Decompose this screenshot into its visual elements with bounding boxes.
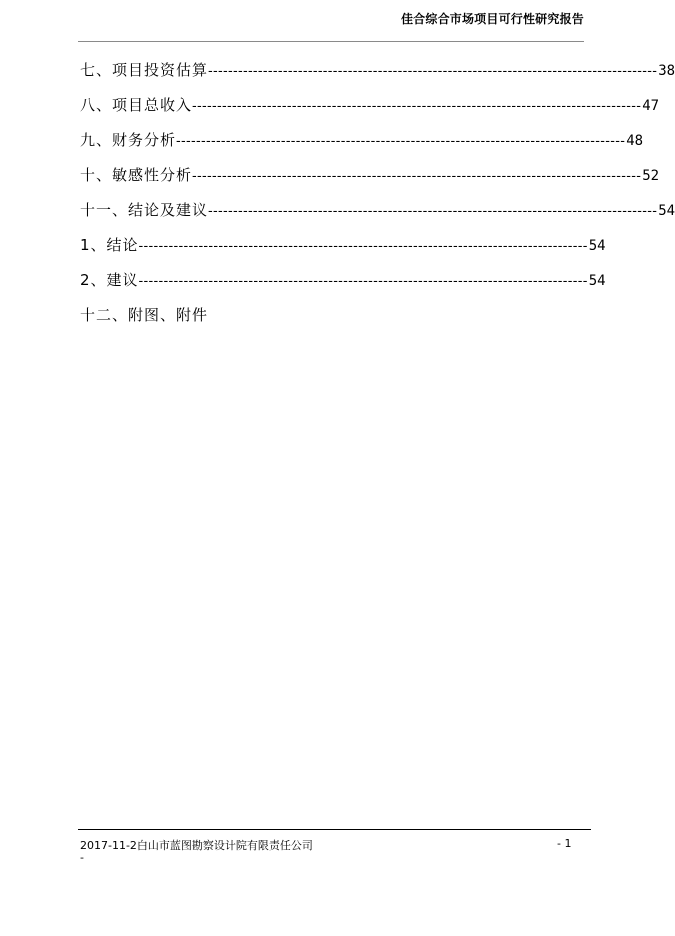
toc-entry-label: 九、财务分析: [80, 131, 177, 149]
toc-entry-label: 七、项目投资估算: [80, 61, 209, 79]
toc-dot-leader: ------------------------------------------------------------------------------------------: [138, 274, 588, 289]
toc-entry[interactable]: [80, 163, 660, 198]
toc-entry-label: 1、结论: [80, 236, 139, 254]
toc-dot-leader: ------------------------------------------------------------------------------------------: [208, 204, 658, 219]
toc-dot-leader: ------------------------------------------------------------------------------------------: [192, 169, 642, 184]
toc-entry[interactable]: [80, 198, 675, 233]
toc-entry[interactable]: [80, 93, 660, 128]
table-of-contents: [80, 58, 675, 338]
footer-text: 2017-11-2白山市蓝图勘察设计院有限责任公司: [80, 839, 313, 852]
toc-entry-label: 2、建议: [80, 271, 139, 289]
toc-entry-page: 54: [588, 273, 606, 289]
toc-entry-page: 52: [642, 168, 660, 184]
toc-dot-leader: ------------------------------------------------------------------------------------------: [176, 134, 626, 149]
toc-entry-page: 38: [658, 63, 675, 79]
header-divider: [78, 41, 584, 42]
toc-entry-label: 十、敏感性分析: [80, 166, 193, 184]
toc-entry[interactable]: [80, 128, 644, 163]
footer-divider: [78, 829, 591, 830]
toc-entry[interactable]: [80, 268, 606, 303]
footer-dash: -: [80, 851, 84, 864]
toc-dot-leader: ------------------------------------------------------------------------------------------: [138, 239, 588, 254]
toc-entry-page: 54: [658, 203, 675, 219]
toc-dot-leader: ------------------------------------------------------------------------------------------: [208, 64, 658, 79]
toc-entry-page: 48: [626, 133, 644, 149]
toc-entry-label: 十一、结论及建议: [80, 201, 209, 219]
toc-entry-label: 八、项目总收入: [80, 96, 193, 114]
toc-entry-page: 54: [588, 238, 606, 254]
toc-dot-leader: ------------------------------------------------------------------------------------------: [192, 99, 642, 114]
page-header-title: 佳合综合市场项目可行性研究报告: [400, 12, 584, 26]
toc-entry[interactable]: [80, 233, 606, 268]
toc-entry[interactable]: [80, 58, 675, 93]
toc-entry[interactable]: [80, 303, 526, 338]
toc-entry-page: 47: [642, 98, 660, 114]
footer-page-number: - 1: [557, 837, 572, 850]
toc-entry-label: 十二、附图、附件: [80, 306, 209, 324]
